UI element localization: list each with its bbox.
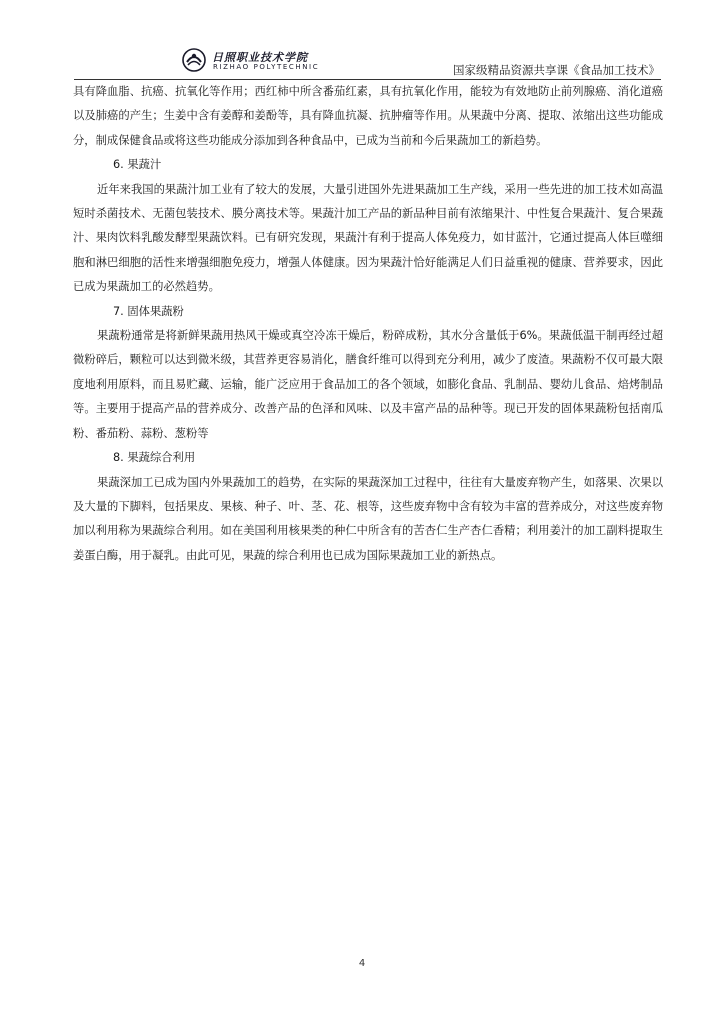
paragraph-powder: 果蔬粉通常是将新鲜果蔬用热风干燥或真空冷冻干燥后，粉碎成粉，其水分含量低于6%。果蔬低温干制再经过超微粉碎后，颗粒可以达到微米级，其营养更容易消化，膳食纤维可以得到充分利用，减少了废渣。果蔬粉不仅可最大限度地利用原料，而且易贮藏、运输，能广泛应用于食品加工的各个领域，如膨化食品、乳制品、婴幼儿食品、焙烤制品等。主要用于提高产品的营养成分、改善产品的色泽和风味、以及丰富产品的品种等。现已开发的固体果蔬粉包括南瓜粉、番茄粉、蒜粉、葱粉等	[73, 329, 663, 440]
school-logo	[182, 48, 332, 74]
section-heading-utilization: 8. 果蔬综合利用	[113, 451, 196, 465]
paragraph-juice: 近年来我国的果蔬汁加工业有了较大的发展，大量引进国外先进果蔬加工生产线，采用一些先进的加工技术如高温短时杀菌技术、无菌包装技术、膜分离技术等。果蔬汁加工产品的新品种目前有浓缩果汁、中性复合果蔬汁、复合果蔬汁、果肉饮料乳酸发酵型果蔬饮料。已有研究发现，果蔬汁有利于提高人体免疫力，如甘蓝汁，它通过提高人体巨噬细胞和淋巴细胞的活性来增强细胞免疫力，增强人体健康。因为果蔬汁恰好能满足人们日益重视的健康、营养要求，因此已成为果蔬加工的必然趋势。	[73, 182, 663, 294]
paragraph-utilization: 果蔬深加工已成为国内外果蔬加工的趋势，在实际的果蔬深加工过程中，往往有大量废弃物产生，如落果、次果以及大量的下脚料，包括果皮、果核、种子、叶、茎、花、根等，这些废弃物中含有较为丰富的营养成分，对这些废弃物加以利用称为果蔬综合利用。如在美国利用核果类的种仁中所含有的苦杏仁生产杏仁香精；利用姜汁的加工副料提取生姜蛋白酶，用于凝乳。由此可见，果蔬的综合利用也已成为国际果蔬加工业的新热点。	[73, 475, 663, 562]
logo-chinese-name: 日照职业技术学院	[212, 51, 308, 64]
page-header	[0, 0, 724, 82]
page-number: 4	[358, 958, 366, 969]
logo-english-name: RIZHAO POLYTECHNIC	[213, 63, 320, 71]
course-title: 国家级精品资源共享课《食品加工技术》	[453, 63, 660, 77]
paragraph-functional-ingredients: 具有降血脂、抗癌、抗氧化等作用；西红柿中所含番茄红素，具有抗氧化作用，能较为有效地防止前列腺癌、消化道癌以及肺癌的产生；生姜中含有姜醇和姜酚等，具有降血抗凝、抗肿瘤等作用。从果蔬中分离、提取、浓缩出这些功能成分，制成保健食品或将这些功能成分添加到各种食品中，已成为当前和今后果蔬加工的新趋势。	[73, 85, 663, 147]
document-body	[73, 80, 663, 568]
section-heading-juice: 6. 果蔬汁	[113, 158, 162, 172]
school-emblem-icon	[182, 48, 206, 72]
section-heading-powder: 7. 固体果蔬粉	[113, 304, 184, 318]
